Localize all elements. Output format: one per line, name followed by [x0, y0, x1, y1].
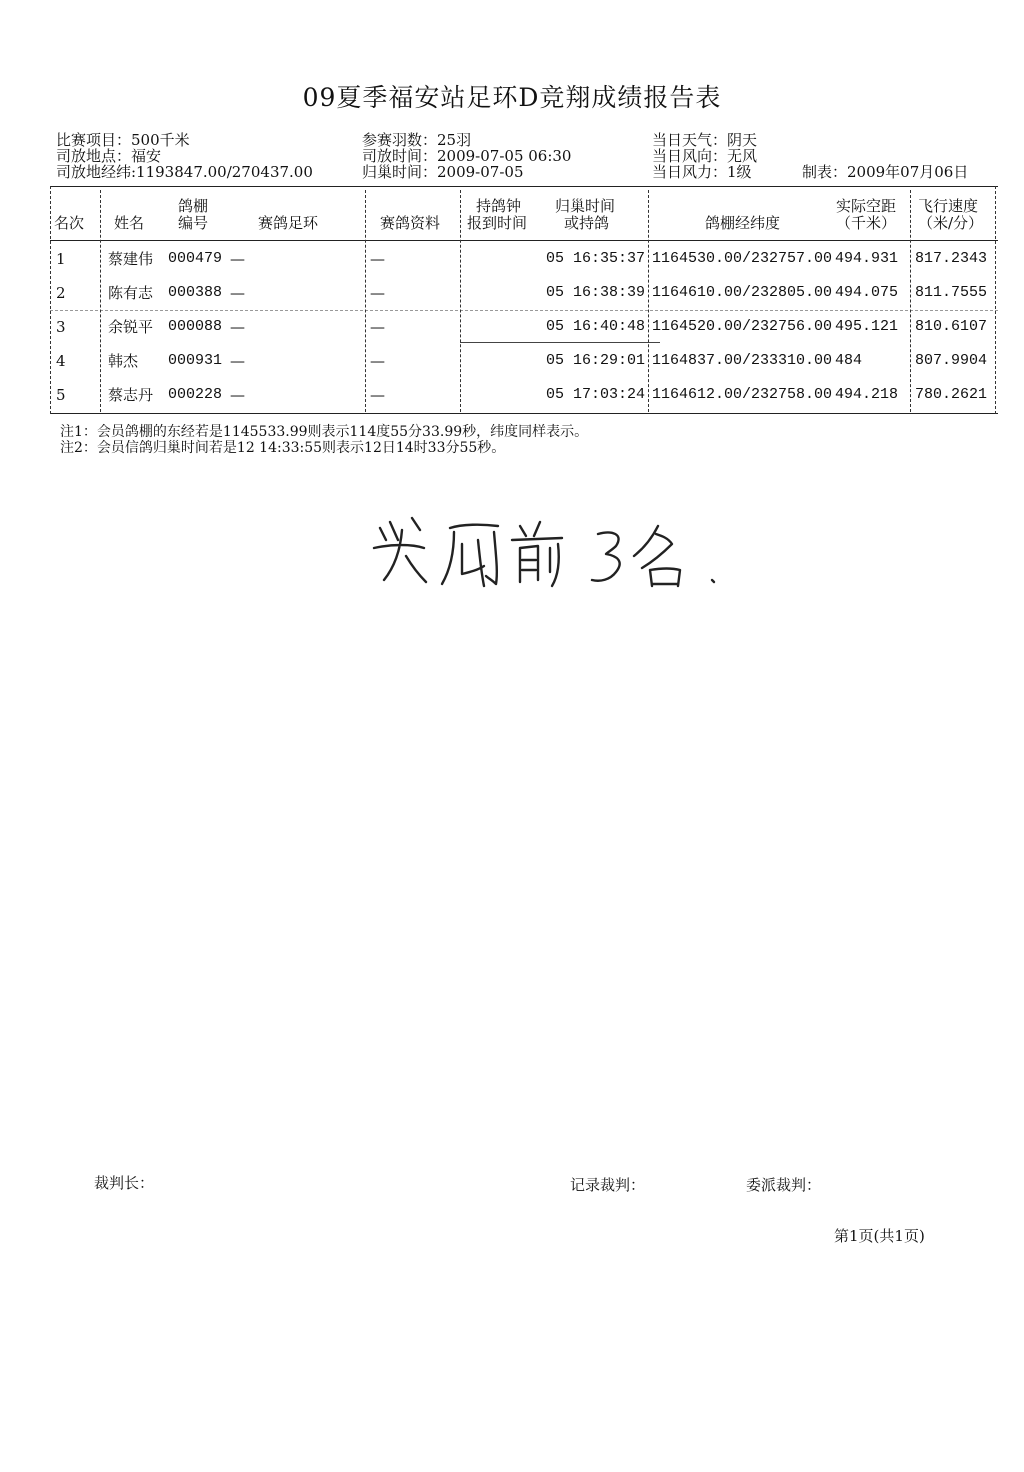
- info-release-place: 司放地点：福安: [56, 147, 162, 165]
- header-loft-2: 编号: [178, 214, 209, 232]
- cell-info: —: [370, 318, 385, 336]
- column-divider: [910, 190, 911, 412]
- cell-loft: 000228: [168, 386, 223, 403]
- cell-speed: 811.7555: [915, 284, 988, 301]
- cell-coords: 1164610.00/232805.00: [652, 284, 833, 301]
- cell-ring: —: [230, 284, 245, 302]
- cell-coords: 1164520.00/232756.00: [652, 318, 833, 335]
- cell-speed: 780.2621: [915, 386, 988, 403]
- cell-distance: 484: [835, 352, 863, 369]
- table-header-rule: [50, 240, 998, 241]
- cell-arrival: 05 16:29:01: [546, 352, 646, 369]
- cell-coords: 1164837.00/233310.00: [652, 352, 833, 369]
- header-clock-2: 报到时间: [467, 214, 528, 232]
- cell-loft: 000388: [168, 284, 223, 301]
- cell-distance: 495.121: [835, 318, 899, 335]
- cell-coords: 1164612.00/232758.00: [652, 386, 833, 403]
- note-2: 注2：会员信鸽归巢时间若是12 14:33:55则表示12日14时33分55秒。: [60, 440, 506, 456]
- cell-name: 陈有志: [108, 284, 154, 302]
- info-return-time: 归巢时间：2009-07-05: [362, 163, 524, 181]
- cell-name: 余锐平: [108, 318, 154, 336]
- info-wind-direction: 当日风向：无风: [652, 147, 758, 165]
- cell-speed: 810.6107: [915, 318, 988, 335]
- info-release-coords: 司放地经纬:1193847.00/270437.00: [56, 163, 313, 181]
- cell-distance: 494.075: [835, 284, 899, 301]
- handwritten-annotation-text: 奖励前3名: [362, 598, 367, 599]
- header-arrival-2: 或持鸽: [564, 214, 610, 232]
- column-divider: [365, 190, 366, 412]
- cell-loft: 000931: [168, 352, 223, 369]
- info-wind-force: 当日风力：1级: [652, 163, 752, 181]
- cell-info: —: [370, 352, 385, 370]
- info-weather: 当日天气：阴天: [652, 131, 758, 149]
- handwritten-annotation: [362, 500, 732, 600]
- column-divider: [50, 186, 51, 414]
- cell-distance: 494.931: [835, 250, 899, 267]
- table-row-rule: [50, 310, 998, 311]
- recorder-judge-label: 记录裁判：: [570, 1176, 646, 1194]
- header-loft-1: 鸽棚: [178, 197, 209, 215]
- column-divider: [100, 190, 101, 412]
- table-bottom-rule: [50, 413, 998, 414]
- column-divider: [995, 186, 996, 414]
- column-divider: [648, 190, 649, 412]
- header-name: 姓名: [114, 214, 145, 232]
- header-info: 赛鸽资料: [380, 214, 441, 232]
- cell-distance: 494.218: [835, 386, 899, 403]
- cell-rank: 4: [56, 352, 66, 370]
- header-clock-1: 持鸽钟: [476, 197, 522, 215]
- cell-arrival: 05 16:40:48: [546, 318, 646, 335]
- header-distance-1: 实际空距: [836, 197, 897, 215]
- header-coords: 鸽棚经纬度: [705, 214, 781, 232]
- header-speed-2: （米/分）: [918, 214, 984, 232]
- cell-name: 蔡志丹: [108, 386, 154, 404]
- cell-ring: —: [230, 386, 245, 404]
- cell-coords: 1164530.00/232757.00: [652, 250, 833, 267]
- cell-loft: 000088: [168, 318, 223, 335]
- cell-arrival: 05 16:38:39: [546, 284, 646, 301]
- info-participants: 参赛羽数：25羽: [362, 131, 472, 149]
- cell-ring: —: [230, 318, 245, 336]
- cell-arrival: 05 17:03:24: [546, 386, 646, 403]
- header-speed-1: 飞行速度: [918, 197, 979, 215]
- info-made-date: 制表：2009年07月06日: [802, 163, 969, 181]
- note-1: 注1：会员鸽棚的东经若是1145533.99则表示114度55分33.99秒，纬度同样表示。: [60, 424, 589, 440]
- cell-info: —: [370, 284, 385, 302]
- header-arrival-1: 归巢时间: [555, 197, 616, 215]
- cell-loft: 000479: [168, 250, 223, 267]
- table-row-rule-partial: [460, 342, 660, 343]
- cell-speed: 807.9904: [915, 352, 988, 369]
- info-event: 比赛项目：500千米: [56, 131, 190, 149]
- cell-info: —: [370, 250, 385, 268]
- cell-rank: 2: [56, 284, 66, 302]
- cell-arrival: 05 16:35:37: [546, 250, 646, 267]
- header-ring: 赛鸽足环: [258, 214, 319, 232]
- cell-name: 蔡建伟: [108, 250, 154, 268]
- report-title: 09夏季福安站足环D竞翔成绩报告表: [302, 83, 722, 112]
- chief-judge-label: 裁判长：: [94, 1174, 155, 1192]
- info-release-time: 司放时间：2009-07-05 06:30: [362, 147, 572, 165]
- cell-ring: —: [230, 352, 245, 370]
- cell-rank: 3: [56, 318, 66, 336]
- appointed-judge-label: 委派裁判：: [746, 1176, 822, 1194]
- cell-rank: 1: [56, 250, 66, 268]
- column-divider: [460, 190, 461, 412]
- cell-name: 韩杰: [108, 352, 139, 370]
- cell-rank: 5: [56, 386, 66, 404]
- header-distance-2: （千米）: [836, 214, 897, 232]
- cell-ring: —: [230, 250, 245, 268]
- page-number: 第1页(共1页): [834, 1227, 925, 1245]
- cell-info: —: [370, 386, 385, 404]
- header-rank: 名次: [54, 214, 85, 232]
- cell-speed: 817.2343: [915, 250, 988, 267]
- table-top-rule: [50, 186, 998, 187]
